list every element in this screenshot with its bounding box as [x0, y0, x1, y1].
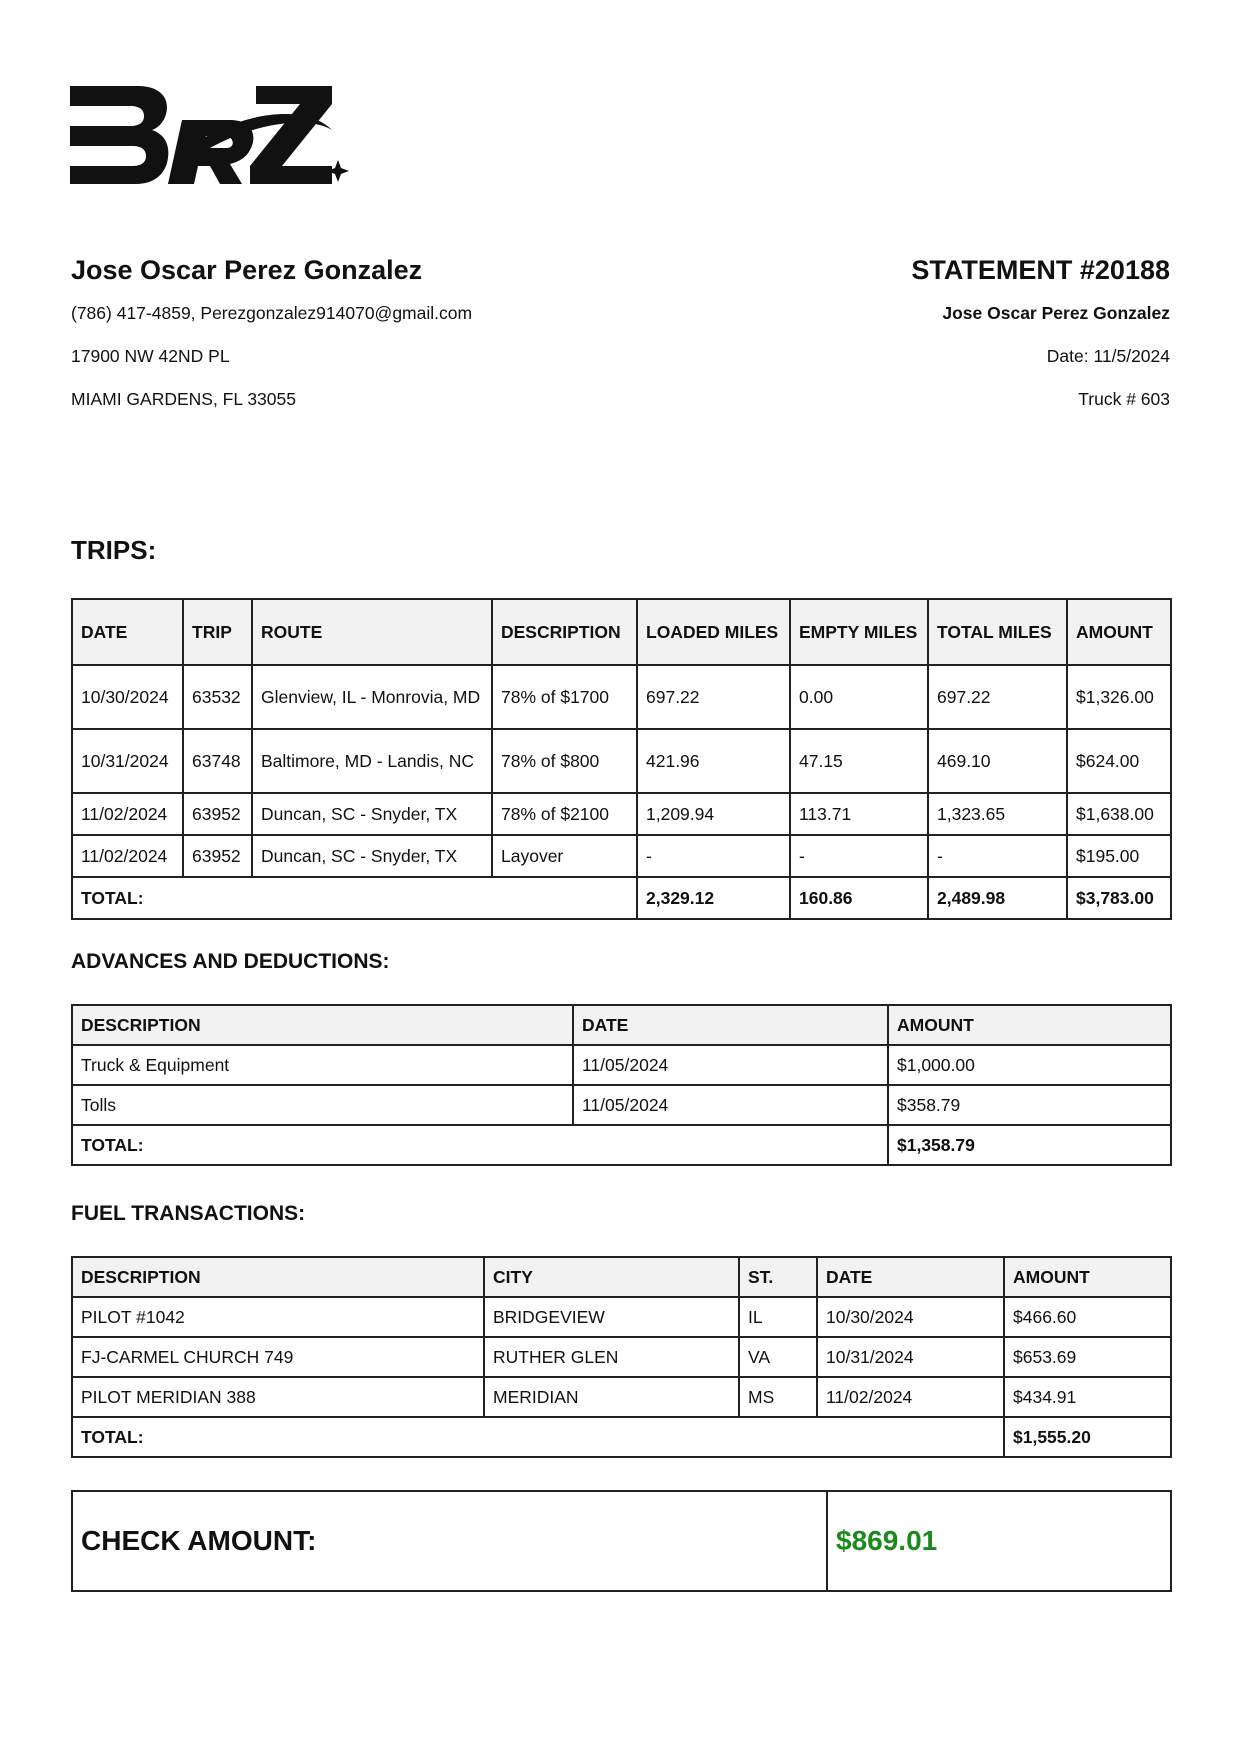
trip-number: 63532 [183, 665, 252, 729]
fuel-description: PILOT #1042 [72, 1297, 484, 1337]
statement-date: Date: 11/5/2024 [1046, 346, 1170, 366]
trip-description: 78% of $1700 [492, 665, 637, 729]
brz-logo [70, 78, 380, 193]
advances-total-amount: $1,358.79 [888, 1125, 1171, 1165]
table-row [72, 835, 1171, 877]
fuel-header-cell: AMOUNT [1004, 1257, 1171, 1297]
trip-loaded-miles: 421.96 [637, 729, 790, 793]
fuel-date: 11/02/2024 [817, 1377, 1004, 1417]
statement-driver-name: Jose Oscar Perez Gonzalez [942, 303, 1170, 323]
advances-table [71, 1004, 1172, 1166]
trip-description: Layover [492, 835, 637, 877]
trip-route: Duncan, SC - Snyder, TX [252, 793, 492, 835]
trip-number: 63748 [183, 729, 252, 793]
trips-header-cell: LOADED MILES [637, 599, 790, 665]
trips-header-cell: TRIP [183, 599, 252, 665]
trip-amount: $195.00 [1067, 835, 1171, 877]
trips-header-cell: DESCRIPTION [492, 599, 637, 665]
advances-title: ADVANCES AND DEDUCTIONS: [71, 950, 390, 973]
trips-table [71, 598, 1172, 920]
trip-loaded-miles: - [637, 835, 790, 877]
trip-route: Duncan, SC - Snyder, TX [252, 835, 492, 877]
advances-header-row [72, 1005, 1171, 1045]
trips-total-loaded: 2,329.12 [637, 877, 790, 919]
advances-total-row [72, 1125, 1171, 1165]
trip-total-miles: 697.22 [928, 665, 1067, 729]
table-row [72, 729, 1171, 793]
check-amount-row [72, 1491, 1171, 1591]
trip-description: 78% of $2100 [492, 793, 637, 835]
fuel-city: BRIDGEVIEW [484, 1297, 739, 1337]
trips-header-cell: ROUTE [252, 599, 492, 665]
fuel-state: VA [739, 1337, 817, 1377]
advance-description: Truck & Equipment [72, 1045, 573, 1085]
fuel-header-row [72, 1257, 1171, 1297]
trip-date: 10/30/2024 [72, 665, 183, 729]
trip-empty-miles: - [790, 835, 928, 877]
statement-title: STATEMENT #20188 [911, 255, 1170, 285]
table-row [72, 1085, 1171, 1125]
fuel-state: IL [739, 1297, 817, 1337]
fuel-city: MERIDIAN [484, 1377, 739, 1417]
trips-total-amount: $3,783.00 [1067, 877, 1171, 919]
advance-date: 11/05/2024 [573, 1085, 888, 1125]
check-amount-value: $869.01 [827, 1491, 1171, 1591]
fuel-header-cell: ST. [739, 1257, 817, 1297]
advance-date: 11/05/2024 [573, 1045, 888, 1085]
fuel-header-cell: CITY [484, 1257, 739, 1297]
fuel-description: PILOT MERIDIAN 388 [72, 1377, 484, 1417]
advances-header-cell: AMOUNT [888, 1005, 1171, 1045]
fuel-header-cell: DATE [817, 1257, 1004, 1297]
trips-total-empty: 160.86 [790, 877, 928, 919]
driver-address-line1: 17900 NW 42ND PL [71, 346, 230, 366]
trip-amount: $1,326.00 [1067, 665, 1171, 729]
check-amount-box [71, 1490, 1172, 1592]
check-amount-label: CHECK AMOUNT: [72, 1491, 827, 1591]
fuel-title: FUEL TRANSACTIONS: [71, 1202, 306, 1225]
trip-number: 63952 [183, 793, 252, 835]
fuel-date: 10/31/2024 [817, 1337, 1004, 1377]
trips-header-cell: EMPTY MILES [790, 599, 928, 665]
fuel-date: 10/30/2024 [817, 1297, 1004, 1337]
driver-contact: (786) 417-4859, Perezgonzalez914070@gmail.com [71, 303, 473, 323]
trips-header-row [72, 599, 1171, 665]
trips-header-cell: TOTAL MILES [928, 599, 1067, 665]
trip-total-miles: - [928, 835, 1067, 877]
statement-info [650, 252, 1170, 421]
trip-loaded-miles: 1,209.94 [637, 793, 790, 835]
fuel-state: MS [739, 1377, 817, 1417]
trip-total-miles: 1,323.65 [928, 793, 1067, 835]
table-row [72, 1297, 1171, 1337]
driver-info [71, 252, 671, 421]
trip-empty-miles: 113.71 [790, 793, 928, 835]
trip-route: Glenview, IL - Monrovia, MD [252, 665, 492, 729]
advances-header-cell: DESCRIPTION [72, 1005, 573, 1045]
trips-total-row [72, 877, 1171, 919]
advance-amount: $358.79 [888, 1085, 1171, 1125]
trip-loaded-miles: 697.22 [637, 665, 790, 729]
advances-header-cell: DATE [573, 1005, 888, 1045]
driver-name: Jose Oscar Perez Gonzalez [71, 255, 423, 285]
fuel-total-label: TOTAL: [72, 1417, 1004, 1457]
trip-date: 11/02/2024 [72, 793, 183, 835]
trip-total-miles: 469.10 [928, 729, 1067, 793]
trips-total-miles: 2,489.98 [928, 877, 1067, 919]
trips-header-cell: AMOUNT [1067, 599, 1171, 665]
trip-empty-miles: 0.00 [790, 665, 928, 729]
trip-empty-miles: 47.15 [790, 729, 928, 793]
trip-number: 63952 [183, 835, 252, 877]
advance-amount: $1,000.00 [888, 1045, 1171, 1085]
fuel-total-amount: $1,555.20 [1004, 1417, 1171, 1457]
trip-amount: $624.00 [1067, 729, 1171, 793]
fuel-amount: $653.69 [1004, 1337, 1171, 1377]
table-row [72, 1045, 1171, 1085]
fuel-header-cell: DESCRIPTION [72, 1257, 484, 1297]
table-row [72, 793, 1171, 835]
trips-header-cell: DATE [72, 599, 183, 665]
fuel-amount: $434.91 [1004, 1377, 1171, 1417]
trip-date: 10/31/2024 [72, 729, 183, 793]
fuel-description: FJ-CARMEL CHURCH 749 [72, 1337, 484, 1377]
trip-amount: $1,638.00 [1067, 793, 1171, 835]
fuel-table [71, 1256, 1172, 1458]
driver-address-line2: MIAMI GARDENS, FL 33055 [71, 389, 296, 409]
trip-route: Baltimore, MD - Landis, NC [252, 729, 492, 793]
trip-description: 78% of $800 [492, 729, 637, 793]
fuel-total-row [72, 1417, 1171, 1457]
trips-title: TRIPS: [71, 535, 157, 565]
trip-date: 11/02/2024 [72, 835, 183, 877]
table-row [72, 1337, 1171, 1377]
advances-total-label: TOTAL: [72, 1125, 888, 1165]
fuel-city: RUTHER GLEN [484, 1337, 739, 1377]
advance-description: Tolls [72, 1085, 573, 1125]
fuel-amount: $466.60 [1004, 1297, 1171, 1337]
truck-number: Truck # 603 [1078, 389, 1170, 409]
table-row [72, 665, 1171, 729]
table-row [72, 1377, 1171, 1417]
trips-total-label: TOTAL: [72, 877, 637, 919]
